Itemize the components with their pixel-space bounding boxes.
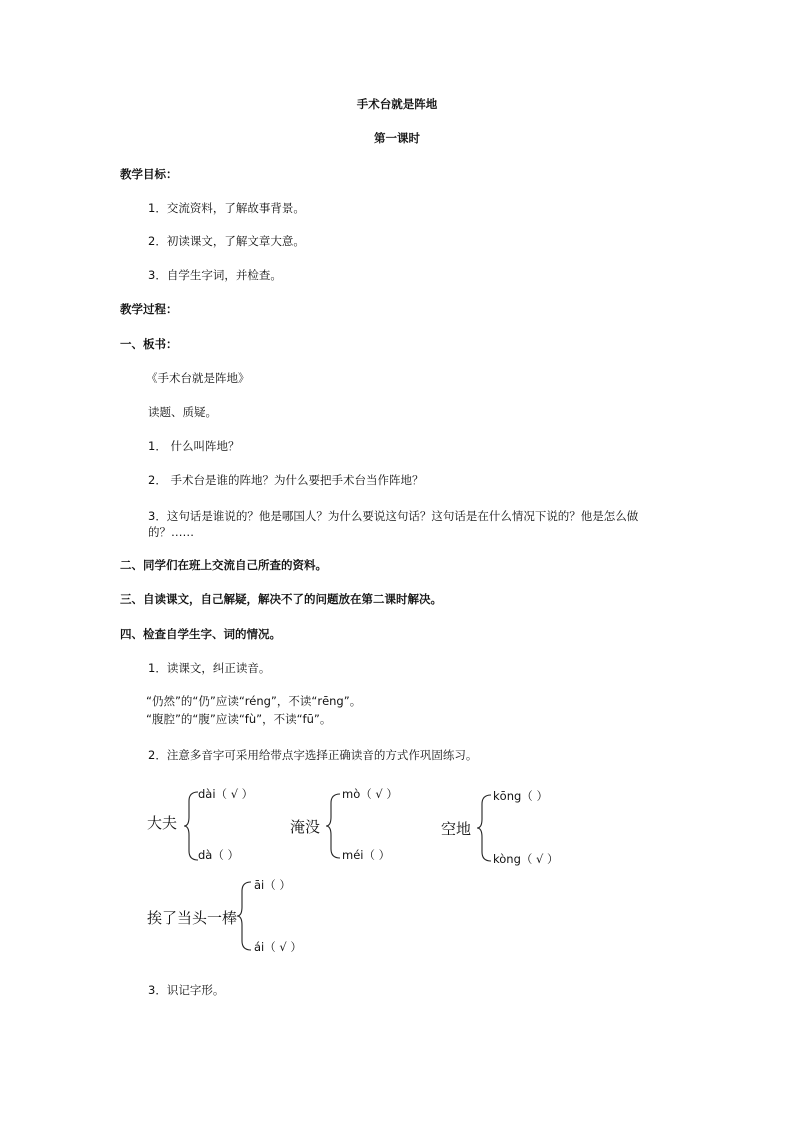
section3-heading: 三、自读课文，自己解疑，解决不了的问题放在第二课时解决。 — [120, 592, 442, 606]
exercise-option: kōng（ ） — [493, 789, 548, 803]
section4-item: 2．注意多音字可采用给带点字选择正确读音的方式作巩固练习。 — [148, 748, 478, 762]
exercise-word: 淹没 — [290, 818, 321, 836]
document-title: 手术台就是阵地 — [356, 97, 438, 111]
goals-heading: 教学目标： — [120, 167, 178, 181]
section1-heading: 一、板书： — [120, 337, 178, 351]
process-heading: 教学过程： — [120, 302, 178, 316]
board-title: 《手术台就是阵地》 — [146, 371, 250, 385]
question-item: 2． 手术台是谁的阵地？为什么要把手术台当作阵地？ — [148, 473, 424, 487]
brace-icon — [236, 880, 252, 952]
goal-item: 3．自学生字词，并检查。 — [148, 268, 282, 282]
brace-icon — [476, 793, 492, 863]
question-item: 1． 什么叫阵地？ — [148, 439, 240, 453]
brace-icon — [183, 790, 199, 862]
section2-heading: 二、同学们在班上交流自己所查的资料。 — [120, 558, 327, 572]
question-item: 3．这句话是谁说的？他是哪国人？为什么要说这句话？这句话是在什么情况下说的？他是怎么做的？…… — [148, 509, 639, 539]
exercise-option: dài（ √ ） — [198, 787, 254, 801]
exercise-option: mò（ √ ） — [342, 787, 398, 801]
goal-item: 2．初读课文，了解文章大意。 — [148, 234, 305, 248]
exercise-word: 空地 — [441, 820, 472, 838]
section4-item: 3．识记字形。 — [148, 983, 225, 997]
reading-text: 读题、质疑。 — [148, 405, 217, 419]
exercise-option: méi（ ） — [342, 848, 391, 862]
question-paragraph — [120, 508, 660, 540]
exercise-word: 挨了当头一棒 — [147, 909, 238, 927]
brace-icon — [325, 792, 341, 860]
exercise-option: ái（ √ ） — [254, 940, 302, 954]
goal-item: 1．交流资料，了解故事背景。 — [148, 201, 305, 215]
section4-heading: 四、检查自学生字、词的情况。 — [120, 627, 281, 641]
pronunciation-note: “仍然”的“仍”应读“réng”，不读“rēng”。 — [146, 694, 362, 708]
exercise-option: kòng（ √ ） — [493, 852, 559, 866]
exercise-option: āi（ ） — [254, 878, 291, 892]
exercise-option: dà（ ） — [198, 848, 240, 862]
section4-item: 1．读课文，纠正读音。 — [148, 661, 271, 675]
document-subtitle: 第一课时 — [374, 131, 420, 145]
pronunciation-note: “腹腔”的“腹”应读“fù”，不读“fū”。 — [146, 712, 332, 726]
exercise-word: 大夫 — [147, 814, 178, 832]
